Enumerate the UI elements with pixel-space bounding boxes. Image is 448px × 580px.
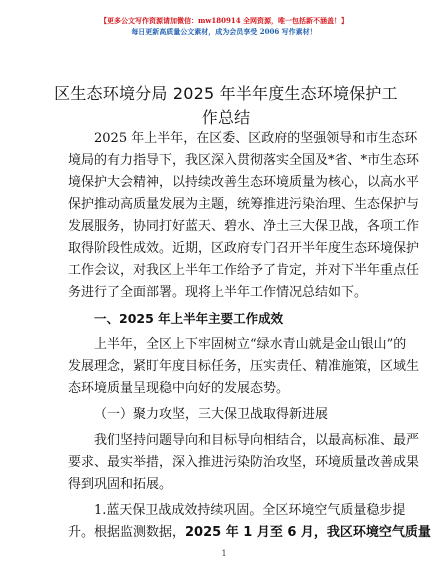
intro-paragraph — [68, 128, 420, 304]
approach-line: 要求、最实举措，深入推进污染防治攻坚，环境质量改善成果 — [68, 455, 420, 470]
document-title — [50, 82, 402, 130]
heading-three-battles: （一）聚力攻坚，三大保卫战取得新进展 — [94, 407, 329, 422]
blue-sky-line-2-bold: 2025 年 1 月至 6 月，我区环境空气质量 — [185, 525, 431, 540]
intro-line: 务进行了全面部署。现将上半年工作情况总结如下。 — [68, 285, 368, 300]
blue-sky-paragraph — [68, 500, 431, 544]
promo-banner-line-1: 【更多公文写作资源请加微信：mw180914 全网资源，唯一包括新不涵盖！】 — [99, 16, 349, 25]
blue-sky-line: 1.蓝天保卫战成效持续巩固。全区环境空气质量稳步提 — [94, 503, 406, 518]
intro-line: 工作会议，对我区上半年工作给予了肯定，并对下半年重点任 — [68, 263, 420, 278]
summary-line: 发展理念，紧盯年度目标任务，压实责任、精准施策，区域生 — [68, 359, 420, 374]
heading-main-achievements: 一、2025 年上半年主要工作成效 — [94, 311, 284, 326]
title-line-1: 区生态环境分局 2025 年半年度生态环境保护工 — [54, 84, 398, 103]
section-heading-2 — [68, 404, 386, 426]
blue-sky-line-2-lead: 升。根据监测数据， — [68, 525, 186, 540]
intro-line: 取得阶段性成效。近期，区政府专门召开半年度生态环境保护 — [68, 241, 420, 256]
approach-line: 得到巩固和拓展。 — [68, 477, 173, 492]
approach-paragraph — [68, 430, 420, 496]
intro-line: 境局的有力指导下，我区深入贯彻落实全国及*省、*市生态环 — [68, 153, 420, 168]
approach-line: 我们坚持问题导向和目标导向相结合，以最高标准、最严 — [94, 433, 420, 448]
summary-line: 上半年，全区上下牢固树立“绿水青山就是金山银山”的 — [94, 337, 407, 352]
page-number: 1 — [221, 549, 227, 558]
promo-banner-line-2: 每日更新高质量公文素材，成为会员享受 2006 写作素材！ — [131, 27, 317, 36]
summary-paragraph — [68, 334, 420, 400]
intro-line: 境保护大会精神，以持续改善生态环境质量为核心，以高水平 — [68, 175, 420, 190]
section-heading-1 — [68, 308, 386, 330]
document-body — [68, 128, 431, 544]
intro-line: 保护推动高质量发展为主题，统筹推进污染治理、生态保护与 — [68, 197, 420, 212]
intro-line: 2025 年上半年，在区委、区政府的坚强领导和市生态环 — [94, 131, 418, 146]
intro-line: 发展服务，协同打好蓝天、碧水、净土三大保卫战，各项工作 — [68, 219, 420, 234]
summary-line: 态环境质量呈现稳中向好的发展态势。 — [68, 381, 290, 396]
blue-sky-line-2 — [68, 522, 431, 544]
title-line-2: 作总结 — [201, 108, 251, 127]
